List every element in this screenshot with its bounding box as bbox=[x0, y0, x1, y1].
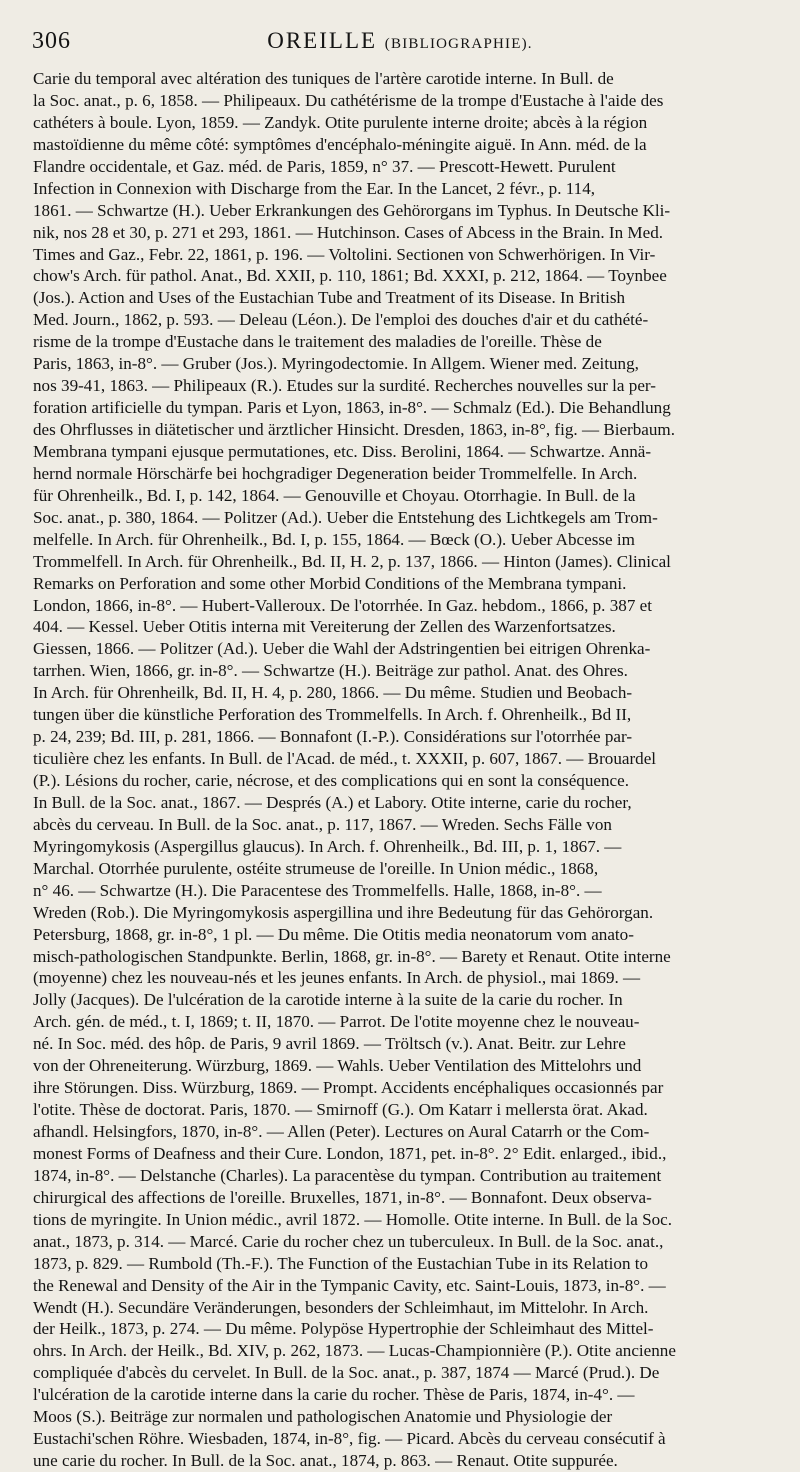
text-line: des Ohrflusses in diätetischer und ärztlicher Hinsicht. Dresden, 1863, in-8°, fig. — Bierbaum. bbox=[33, 420, 676, 439]
text-line: Eustachi'schen Röhre. Wiesbaden, 1874, in-8°, fig. — Picard. Abcès du cerveau consécutif à bbox=[33, 1429, 666, 1449]
text-line: chow's Arch. für pathol. Anat., Bd. XXII, p. 110, 1861; Bd. XXXI, p. 212, 1864. — Toynbee bbox=[33, 266, 667, 286]
text-line: Times and Gaz., Febr. 22, 1861, p. 196. — Voltolini. Sectionen von Schwerhörigen. In Vir- bbox=[33, 244, 656, 264]
text-line: chirurgical des affections de l'oreille. Bruxelles, 1871, in-8°. — Bonnafont. Deux observa- bbox=[33, 1187, 652, 1207]
page-number: 306 bbox=[32, 28, 71, 54]
text-line: (P.). Lésions du rocher, carie, nécrose, et des complications qui en sont la conséquence. bbox=[33, 771, 629, 790]
text-line: Jolly (Jacques). De l'ulcération de la carotide interne à la suite de la carie du rocher. In bbox=[33, 990, 623, 1010]
running-title bbox=[28, 28, 772, 54]
text-line: 1873, p. 829. — Rumbold (Th.-F.). The Function of the Eustachian Tube in its Relation to bbox=[33, 1253, 649, 1273]
text-line: mastoïdienne du même côté: symptômes d'encéphalo-méningite aiguë. In Ann. méd. de la bbox=[33, 134, 647, 154]
text-line: von der Ohreneiterung. Würzburg, 1869. — Wahls. Ueber Ventilation des Mittelohrs und bbox=[33, 1056, 642, 1076]
text-line: tungen über die künstliche Perforation des Trommelfells. In Arch. f. Ohrenheilk., Bd II, bbox=[33, 705, 632, 725]
bibliography-text bbox=[33, 68, 768, 1472]
text-line: (Jos.). Action and Uses of the Eustachian Tube and Treatment of its Disease. In British bbox=[33, 288, 626, 308]
text-line: (moyenne) chez les nouveau-nés et les jeunes enfants. In Arch. de physiol., mai 1869. — bbox=[33, 968, 641, 988]
page-header bbox=[28, 22, 772, 66]
text-line: risme de la trompe d'Eustache dans le traitement des maladies de l'oreille. Thèse de bbox=[33, 332, 602, 352]
text-line: In Arch. für Ohrenheilk, Bd. II, H. 4, p. 280, 1866. — Du même. Studien und Beobach- bbox=[33, 683, 633, 703]
text-line: 1874, in-8°. — Delstanche (Charles). La paracentèse du tympan. Contribution au traitement bbox=[33, 1165, 662, 1185]
text-line: abcès du cerveau. In Bull. de la Soc. anat., p. 117, 1867. — Wreden. Sechs Fälle von bbox=[33, 814, 612, 834]
text-line: n° 46. — Schwartze (H.). Die Paracentese des Trommelfells. Halle, 1868, in-8°. — bbox=[33, 880, 602, 900]
text-line: ihre Störungen. Diss. Würzburg, 1869. — Prompt. Accidents encéphaliques occasionnés par bbox=[33, 1078, 664, 1098]
text-line: l'otite. Thèse de doctorat. Paris, 1870. — Smirnoff (G.). Om Katarr i mellersta örat. Akad. bbox=[33, 1100, 648, 1120]
text-line: Remarks on Perforation and some other Morbid Conditions of the Membrana tympani. bbox=[33, 573, 627, 593]
text-line: Paris, 1863, in-8°. — Gruber (Jos.). Myringodectomie. In Allgem. Wiener med. Zeitung, bbox=[33, 354, 639, 374]
text-line: l'ulcération de la carotide interne dans la carie du rocher. Thèse de Paris, 1874, in-4°. — bbox=[33, 1385, 635, 1405]
text-line: tions de myringite. In Union médic., avril 1872. — Homolle. Otite interne. In Bull. de la Soc. bbox=[33, 1209, 673, 1229]
running-title-sub: (BIBLIOGRAPHIE). bbox=[384, 36, 533, 52]
text-line: London, 1866, in-8°. — Hubert-Valleroux. De l'otorrhée. In Gaz. hebdom., 1866, p. 387 et bbox=[33, 595, 652, 615]
text-line: Soc. anat., p. 380, 1864. — Politzer (Ad.). Ueber die Entstehung des Lichtkegels am Trom- bbox=[33, 507, 658, 527]
text-line: Wendt (H.). Secundäre Veränderungen, besonders der Schleimhaut, im Mittelohr. In Arch. bbox=[33, 1297, 649, 1317]
running-title-main: OREILLE bbox=[267, 28, 378, 53]
text-line: tarrhen. Wien, 1866, gr. in-8°. — Schwartze (H.). Beiträge zur pathol. Anat. des Ohres. bbox=[33, 661, 628, 681]
text-line: Carie du temporal avec altération des tuniques de l'artère carotide interne. In Bull. de bbox=[33, 69, 614, 88]
text-line: melfelle. In Arch. für Ohrenheilk., Bd. I, p. 155, 1864. — Bœck (O.). Ueber Abcesse im bbox=[33, 529, 635, 549]
text-line: ticulière chez les enfants. In Bull. de l'Acad. de méd., t. XXXII, p. 607, 1867. — Brouardel bbox=[33, 749, 657, 769]
text-line: Moos (S.). Beiträge zur normalen und pathologischen Anatomie und Physiologie der bbox=[33, 1407, 613, 1427]
text-line: Med. Journ., 1862, p. 593. — Deleau (Léon.). De l'emploi des douches d'air et du cathété- bbox=[33, 310, 649, 330]
text-line: ohrs. In Arch. der Heilk., Bd. XIV, p. 262, 1873. — Lucas-Championnière (P.). Otite ancienne bbox=[33, 1341, 676, 1361]
text-line: der Heilk., 1873, p. 274. — Du même. Polypöse Hypertrophie der Schleimhaut des Mittel- bbox=[33, 1319, 654, 1339]
text-line: monest Forms of Deafness and their Cure. London, 1871, pet. in-8°. 2° Edit. enlarged., ibid., bbox=[33, 1143, 667, 1163]
text-line: hernd normale Hörschärfe bei hochgradiger Degeneration beider Trommelfelle. In Arch. bbox=[33, 463, 638, 483]
text-line: une carie du rocher. In Bull. de la Soc. anat., 1874, p. 863. — Renaut. Otite suppurée. bbox=[33, 1451, 618, 1471]
text-line: Petersburg, 1868, gr. in-8°, 1 pl. — Du même. Die Otitis media neonatorum vom anato- bbox=[33, 924, 634, 944]
text-line: Flandre occidentale, et Gaz. méd. de Paris, 1859, n° 37. — Prescott-Hewett. Purulent bbox=[33, 156, 616, 176]
text-line: la Soc. anat., p. 6, 1858. — Philipeaux. Du cathétérisme de la trompe d'Eustache à l'aide des bbox=[33, 90, 664, 110]
text-line: foration artificielle du tympan. Paris et Lyon, 1863, in-8°. — Schmalz (Ed.). Die Behandlung bbox=[33, 398, 671, 418]
text-line: Trommelfell. In Arch. für Ohrenheilk., Bd. II, H. 2, p. 137, 1866. — Hinton (James). Clinical bbox=[33, 551, 671, 571]
text-line: 1861. — Schwartze (H.). Ueber Erkrankungen des Gehörorgans im Typhus. In Deutsche Kli- bbox=[33, 200, 671, 220]
text-line: cathéters à boule. Lyon, 1859. — Zandyk. Otite purulente interne droite; abcès à la région bbox=[33, 112, 648, 132]
text-line: Infection in Connexion with Discharge from the Ear. In the Lancet, 2 févr., p. 114, bbox=[33, 178, 596, 198]
text-line: nik, nos 28 et 30, p. 271 et 293, 1861. — Hutchinson. Cases of Abcess in the Brain. In Med. bbox=[33, 222, 664, 242]
text-line: für Ohrenheilk., Bd. I, p. 142, 1864. — Genouville et Choyau. Otorrhagie. In Bull. de la bbox=[33, 485, 636, 505]
text-line: Myringomykosis (Aspergillus glaucus). In Arch. f. Ohrenheilk., Bd. III, p. 1, 1867. — bbox=[33, 836, 622, 856]
text-line: anat., 1873, p. 314. — Marcé. Carie du rocher chez un tuberculeux. In Bull. de la Soc. anat., bbox=[33, 1231, 664, 1251]
text-line: 404. — Kessel. Ueber Otitis interna mit Vereiterung der Zellen des Warzenfortsatzes. bbox=[33, 617, 616, 637]
text-line: the Renewal and Density of the Air in the Tympanic Cavity, etc. Saint-Louis, 1873, in-8°. — bbox=[33, 1275, 666, 1295]
text-line: compliquée d'abcès du cervelet. In Bull. de la Soc. anat., p. 387, 1874 — Marcé (Prud.). De bbox=[33, 1363, 660, 1383]
text-line: Membrana tympani ejusque permutationes, etc. Diss. Berolini, 1864. — Schwartze. Annä- bbox=[33, 441, 652, 461]
text-line: né. In Soc. méd. des hôp. de Paris, 9 avril 1869. — Tröltsch (v.). Anat. Beitr. zur Lehre bbox=[33, 1034, 626, 1054]
text-line: Marchal. Otorrhée purulente, ostéite strumeuse de l'oreille. In Union médic., 1868, bbox=[33, 858, 599, 878]
text-line: afhandl. Helsingfors, 1870, in-8°. — Allen (Peter). Lectures on Aural Catarrh or the Com- bbox=[33, 1122, 650, 1141]
text-line: Giessen, 1866. — Politzer (Ad.). Ueber die Wahl der Adstringentien bei eitrigen Ohrenka- bbox=[33, 639, 651, 659]
text-line: In Bull. de la Soc. anat., 1867. — Després (A.) et Labory. Otite interne, carie du rocher, bbox=[33, 792, 632, 812]
text-line: nos 39-41, 1863. — Philipeaux (R.). Etudes sur la surdité. Recherches nouvelles sur la per- bbox=[33, 376, 656, 396]
text-line: misch-pathologischen Standpunkte. Berlin, 1868, gr. in-8°. — Barety et Renaut. Otite interne bbox=[33, 946, 671, 966]
text-line: p. 24, 239; Bd. III, p. 281, 1866. — Bonnafont (I.-P.). Considérations sur l'otorrhée par- bbox=[33, 727, 633, 747]
text-line: Arch. gén. de méd., t. I, 1869; t. II, 1870. — Parrot. De l'otite moyenne chez le nouveau- bbox=[33, 1012, 640, 1032]
text-line: Wreden (Rob.). Die Myringomykosis aspergillina und ihre Bedeutung für das Gehörorgan. bbox=[33, 902, 654, 922]
